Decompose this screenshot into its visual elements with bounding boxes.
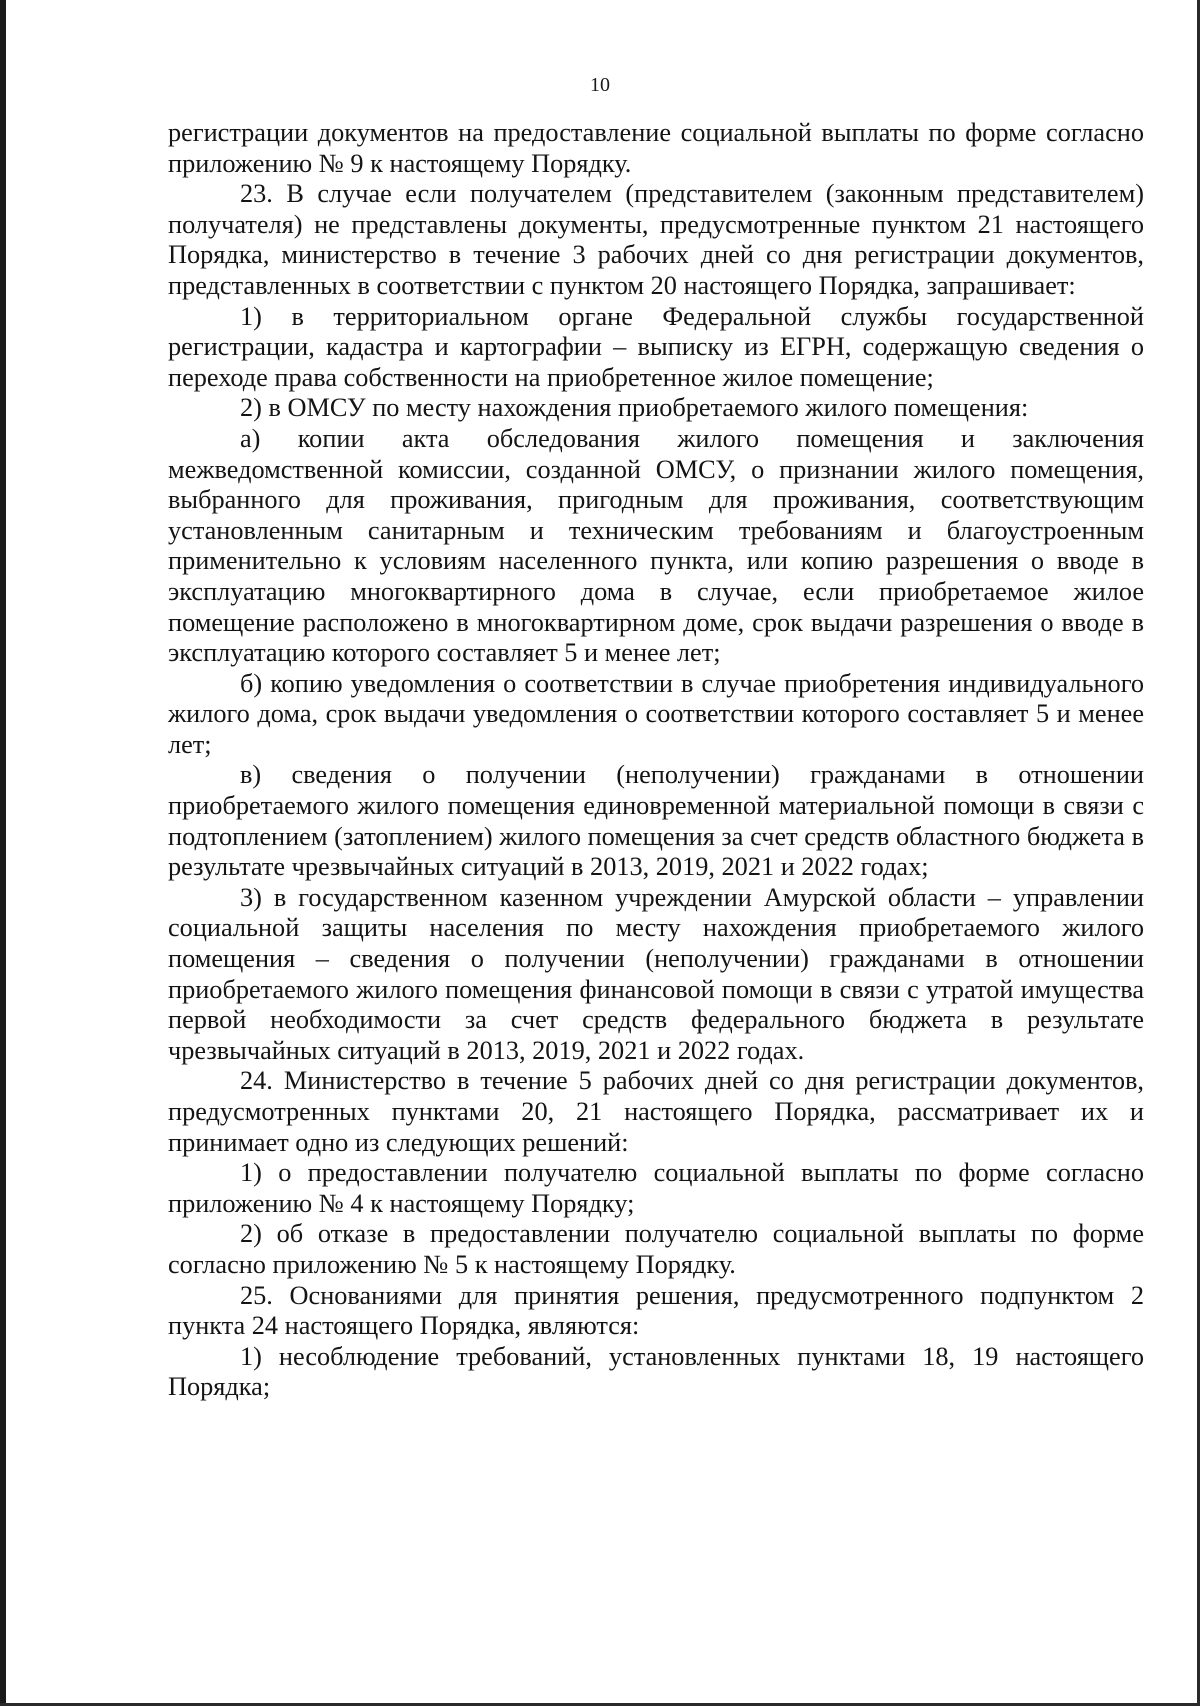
paragraph-23-item-3: 3) в государственном казенном учреждении Амурской области – управлении социальной защиты населения по месту нахождения приобретаемого жилого помещения – сведения о получении (неполучении) гражданами в отношении приобретаемого жилого помещения финансовой помощи в связи с утратой имущества первой необходимости за счет средств федерального бюджета в результате чрезвычайных ситуаций в 2013, 2019, 2021 и 2022 годах. bbox=[168, 882, 1144, 1065]
document-body bbox=[168, 118, 1144, 1403]
page-number: 10 bbox=[590, 74, 610, 96]
paragraph-24-item-1: 1) о предоставлении получателю социальной выплаты по форме согласно приложению № 4 к настоящему Порядку; bbox=[168, 1158, 1144, 1218]
paragraph-23-item-2b: б) копию уведомления о соответствии в случае приобретения индивидуального жилого дома, срок выдачи уведомления о соответствии которого составляет 5 и менее лет; bbox=[168, 668, 1144, 759]
paragraph-23-item-2a: а) копии акта обследования жилого помещения и заключения межведомственной комиссии, созданной ОМСУ, о признании жилого помещения, выбранного для проживания, пригодным для проживания, соответствующим установленным санитарным и техническим требованиям и благоустроенным применительно к условиям населенного пункта, или копию разрешения о вводе в эксплуатацию многоквартирного дома в случае, если приобретаемое жилое помещение расположено в многоквартирном доме, срок выдачи разрешения о вводе в эксплуатацию которого составляет 5 и менее лет; bbox=[168, 423, 1144, 668]
scan-edge-left bbox=[0, 0, 6, 1706]
paragraph-23: 23. В случае если получателем (представителем (законным представителем) получателя) не представлены документы, предусмотренные пунктом 21 настоящего Порядка, министерство в течение 3 рабочих дней со дня регистрации документов, представленных в соответствии с пунктом 20 настоящего Порядка, запрашивает: bbox=[168, 179, 1144, 300]
paragraph-25: 25. Основаниями для принятия решения, предусмотренного подпунктом 2 пункта 24 настоящего Порядка, являются: bbox=[168, 1280, 1144, 1341]
paragraph-23-item-2: 2) в ОМСУ по месту нахождения приобретаемого жилого помещения: bbox=[240, 393, 1029, 423]
paragraph-24-item-2: 2) об отказе в предоставлении получателю социальной выплаты по форме согласно приложению № 5 к настоящему Порядку. bbox=[168, 1219, 1144, 1279]
paragraph-25-item-1: 1) несоблюдение требований, установленных пунктами 18, 19 настоящего Порядка; bbox=[168, 1341, 1144, 1402]
paragraph-24: 24. Министерство в течение 5 рабочих дней со дня регистрации документов, предусмотренных пунктами 20, 21 настоящего Порядка, рассматривает их и принимает одно из следующих решений: bbox=[168, 1066, 1144, 1157]
paragraph-23-item-1: 1) в территориальном органе Федеральной службы государственной регистрации, кадастра и картографии – выписку из ЕГРН, содержащую сведения о переходе права собственности на приобретенное жилое помещение; bbox=[168, 301, 1144, 392]
paragraph-continuation: регистрации документов на предоставление социальной выплаты по форме согласно приложению № 9 к настоящему Порядку. bbox=[168, 118, 1144, 178]
paragraph-23-item-2v: в) сведения о получении (неполучении) гражданами в отношении приобретаемого жилого помещения единовременной материальной помощи в связи с подтоплением (затоплением) жилого помещения за счет средств областного бюджета в результате чрезвычайных ситуаций в 2013, 2019, 2021 и 2022 годах; bbox=[168, 760, 1144, 882]
